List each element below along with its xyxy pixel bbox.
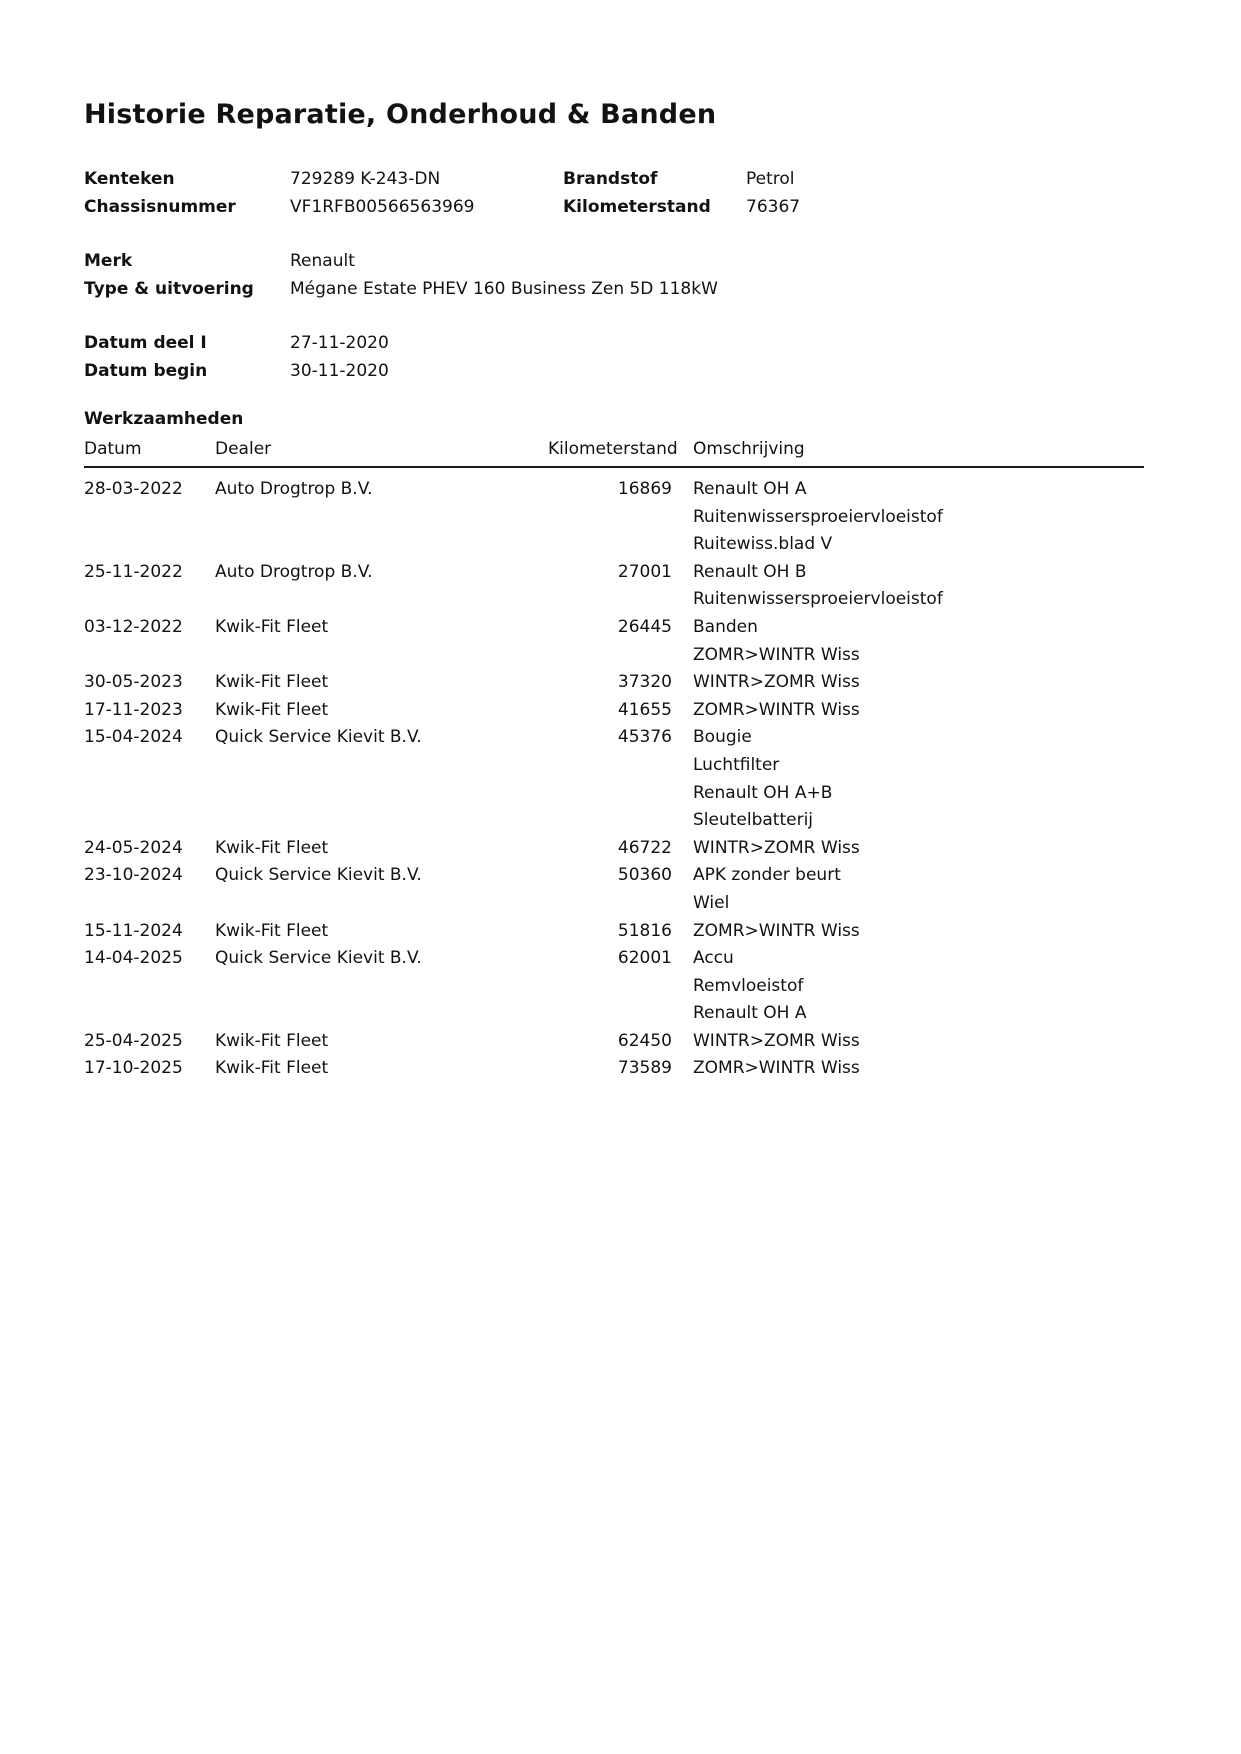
row-omschrijving — [672, 724, 1144, 834]
row-kilometerstand: 50360 — [617, 865, 672, 886]
info-row-datum-deel-1 — [84, 329, 1144, 357]
table-row — [84, 697, 1144, 725]
omschrijving-line: ZOMR>WINTR Wiss — [693, 1058, 860, 1079]
omschrijving-line: Wiel — [693, 892, 730, 913]
header-datum: Datum — [84, 439, 142, 459]
omschrijving-line: Accu — [693, 948, 734, 969]
row-kilometerstand: 41655 — [617, 699, 672, 720]
merk-value: Renault — [290, 251, 355, 271]
row-dealer: Quick Service Kievit B.V. — [215, 727, 422, 748]
table-row — [84, 614, 1144, 669]
spacer — [84, 221, 1144, 247]
page-title: Historie Reparatie, Onderhoud & Banden — [84, 99, 717, 130]
kenteken-label: Kenteken — [84, 169, 175, 189]
row-datum: 17-11-2023 — [84, 699, 183, 720]
row-omschrijving — [672, 945, 1144, 1028]
row-kilometerstand: 46722 — [617, 837, 672, 858]
row-kilometerstand: 73589 — [617, 1058, 672, 1079]
header-dealer: Dealer — [215, 439, 272, 459]
spacer — [84, 385, 1144, 405]
row-datum: 23-10-2024 — [84, 865, 183, 886]
omschrijving-line: Banden — [693, 616, 758, 637]
table-row — [84, 1028, 1144, 1056]
omschrijving-line: ZOMR>WINTR Wiss — [693, 644, 860, 665]
row-datum: 25-11-2022 — [84, 561, 183, 582]
omschrijving-line: WINTR>ZOMR Wiss — [693, 1030, 860, 1051]
section-title: Werkzaamheden — [84, 409, 244, 429]
row-datum: 24-05-2024 — [84, 837, 183, 858]
omschrijving-line: Renault OH A — [693, 479, 807, 499]
row-datum: 25-04-2025 — [84, 1030, 183, 1051]
row-dealer: Kwik-Fit Fleet — [215, 837, 329, 858]
kilometerstand-label: Kilometerstand — [563, 197, 711, 217]
table-row — [84, 862, 1144, 917]
omschrijving-line: Sleutelbatterij — [693, 810, 814, 831]
row-kilometerstand: 37320 — [617, 672, 672, 693]
row-kilometerstand: 26445 — [617, 616, 672, 637]
row-datum: 15-11-2024 — [84, 920, 183, 941]
row-dealer: Kwik-Fit Fleet — [215, 616, 329, 637]
table-row — [84, 918, 1144, 946]
row-omschrijving — [672, 918, 1144, 946]
row-dealer: Kwik-Fit Fleet — [215, 672, 329, 693]
row-datum: 28-03-2022 — [84, 479, 183, 499]
chassisnummer-value: VF1RFB00566563969 — [290, 197, 475, 217]
kilometerstand-value: 76367 — [746, 197, 801, 217]
table-row — [84, 835, 1144, 863]
info-row-1 — [84, 165, 1144, 193]
table-row — [84, 559, 1144, 614]
row-omschrijving — [672, 697, 1144, 725]
omschrijving-line: Ruitenwissersproeiervloeistof — [693, 589, 943, 610]
table-row — [84, 724, 1144, 834]
row-omschrijving — [672, 669, 1144, 697]
omschrijving-line: Ruitenwissersproeiervloeistof — [693, 506, 943, 527]
row-kilometerstand: 62001 — [617, 948, 672, 969]
omschrijving-line: Bougie — [693, 727, 752, 748]
kenteken-value: 729289 K-243-DN — [290, 169, 441, 189]
omschrijving-line: Luchtfilter — [693, 754, 780, 775]
omschrijving-line: Renault OH B — [693, 561, 807, 582]
omschrijving-line: APK zonder beurt — [693, 865, 841, 886]
type-uitvoering-value: Mégane Estate PHEV 160 Business Zen 5D 118kW — [290, 279, 718, 299]
info-row-2 — [84, 193, 1144, 221]
table-row — [84, 669, 1144, 697]
omschrijving-line: ZOMR>WINTR Wiss — [693, 920, 860, 941]
row-dealer: Quick Service Kievit B.V. — [215, 948, 422, 969]
row-datum: 30-05-2023 — [84, 672, 183, 693]
row-kilometerstand: 62450 — [617, 1030, 672, 1051]
row-omschrijving — [672, 1055, 1144, 1083]
table-row — [84, 945, 1144, 1028]
table-row — [84, 476, 1144, 559]
merk-label: Merk — [84, 251, 133, 271]
omschrijving-line: Ruitewiss.blad V — [693, 534, 833, 555]
type-uitvoering-label: Type & uitvoering — [84, 279, 254, 299]
chassisnummer-label: Chassisnummer — [84, 197, 236, 217]
omschrijving-line: Renault OH A+B — [693, 782, 833, 803]
row-datum: 14-04-2025 — [84, 948, 183, 969]
row-dealer: Auto Drogtrop B.V. — [215, 479, 373, 499]
row-dealer: Kwik-Fit Fleet — [215, 920, 329, 941]
row-omschrijving — [672, 559, 1144, 614]
row-kilometerstand: 51816 — [617, 920, 672, 941]
row-omschrijving — [672, 476, 1144, 559]
row-omschrijving — [672, 1028, 1144, 1056]
work-table — [84, 437, 1144, 1083]
table-header-row — [84, 437, 1144, 468]
row-dealer: Kwik-Fit Fleet — [215, 1030, 329, 1051]
row-dealer: Auto Drogtrop B.V. — [215, 561, 373, 582]
info-row-datum-begin — [84, 357, 1144, 385]
omschrijving-line: WINTR>ZOMR Wiss — [693, 837, 860, 858]
row-kilometerstand: 27001 — [617, 561, 672, 582]
omschrijving-line: ZOMR>WINTR Wiss — [693, 699, 860, 720]
omschrijving-line: WINTR>ZOMR Wiss — [693, 672, 860, 693]
datum-deel-1-label: Datum deel I — [84, 333, 207, 353]
header-omschrijving: Omschrijving — [693, 439, 805, 459]
row-datum: 15-04-2024 — [84, 727, 183, 748]
row-dealer: Kwik-Fit Fleet — [215, 699, 329, 720]
info-row-merk — [84, 247, 1144, 275]
datum-begin-value: 30-11-2020 — [290, 361, 389, 381]
table-row — [84, 1055, 1144, 1083]
spacer — [84, 303, 1144, 329]
row-kilometerstand: 16869 — [617, 479, 672, 499]
row-omschrijving — [672, 835, 1144, 863]
omschrijving-line: Renault OH A — [693, 1003, 807, 1024]
table-body — [84, 476, 1144, 1083]
row-datum: 17-10-2025 — [84, 1058, 183, 1079]
omschrijving-line: Remvloeistof — [693, 975, 804, 996]
row-dealer: Quick Service Kievit B.V. — [215, 865, 422, 886]
header-kilometerstand: Kilometerstand — [548, 439, 678, 459]
brandstof-value: Petrol — [746, 169, 795, 189]
datum-begin-label: Datum begin — [84, 361, 208, 381]
datum-deel-1-value: 27-11-2020 — [290, 333, 389, 353]
row-dealer: Kwik-Fit Fleet — [215, 1058, 329, 1079]
info-row-type — [84, 275, 1144, 303]
row-datum: 03-12-2022 — [84, 616, 183, 637]
row-omschrijving — [672, 862, 1144, 917]
brandstof-label: Brandstof — [563, 169, 658, 189]
row-kilometerstand: 45376 — [617, 727, 672, 748]
row-omschrijving — [672, 614, 1144, 669]
